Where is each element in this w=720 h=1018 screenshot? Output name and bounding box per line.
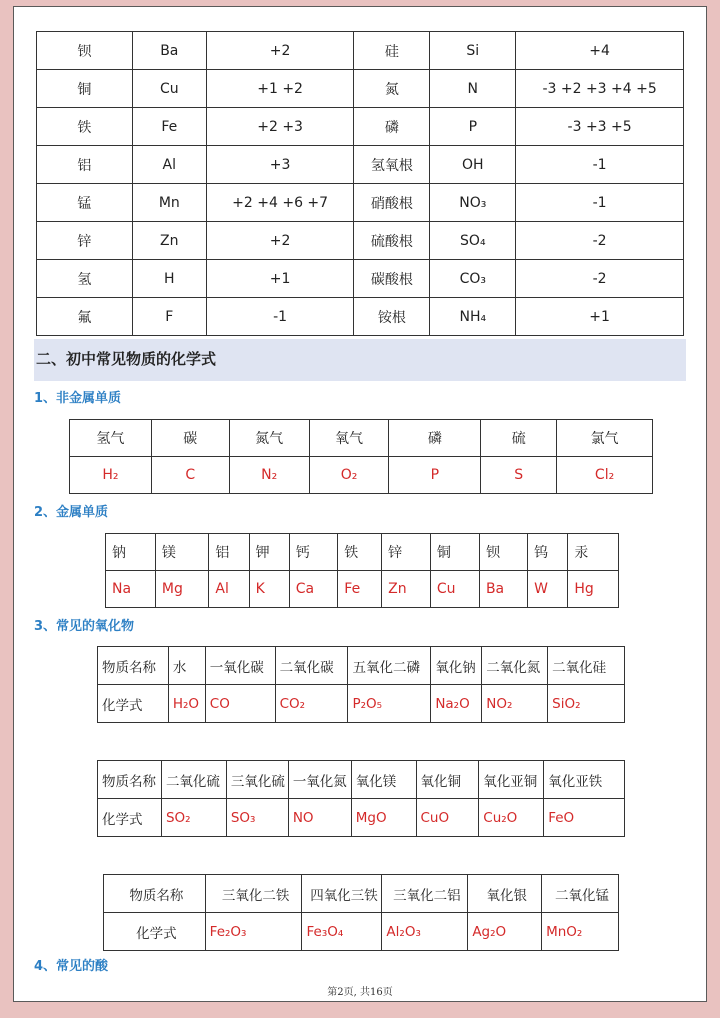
- name-row: [98, 647, 625, 685]
- chemical-formula: S: [481, 457, 557, 494]
- name-row: [70, 420, 653, 457]
- chemical-formula: P: [389, 457, 481, 494]
- chemical-formula: CO₂: [275, 685, 348, 723]
- chemical-formula: CO: [205, 685, 275, 723]
- table-cell: -2: [516, 260, 684, 298]
- table-cell: -1: [516, 184, 684, 222]
- section-title: 二、初中常见物质的化学式: [34, 339, 686, 381]
- substance-name: 氯气: [557, 420, 653, 457]
- table-cell: 氢: [37, 260, 133, 298]
- chemical-formula: NO₂: [482, 685, 548, 723]
- substance-name: 氧化镁: [351, 761, 416, 799]
- substance-name: 四氧化三铁: [302, 875, 382, 913]
- chemical-formula: SO₃: [226, 799, 288, 837]
- table-cell: Mn: [132, 184, 206, 222]
- subsection-nonmetal: 1、非金属单质: [34, 391, 122, 406]
- table-cell: +1 +2: [206, 70, 354, 108]
- row-label: 物质名称: [98, 647, 169, 685]
- table-cell: +2: [206, 32, 354, 70]
- table-cell: 氢氧根: [354, 146, 430, 184]
- substance-name: 氧化亚铁: [544, 761, 625, 799]
- table-cell: 铵根: [354, 298, 430, 336]
- substance-name: 二氧化碳: [275, 647, 348, 685]
- substance-name: 磷: [389, 420, 481, 457]
- chemical-formula: Na: [106, 571, 156, 608]
- table-cell: 氟: [37, 298, 133, 336]
- substance-name: 钾: [249, 534, 289, 571]
- chemical-formula: MnO₂: [542, 913, 619, 951]
- table-cell: 铜: [37, 70, 133, 108]
- row-label: 物质名称: [98, 761, 162, 799]
- formula-row: [98, 799, 625, 837]
- chemical-formula: SO₂: [161, 799, 226, 837]
- chemical-formula: O₂: [309, 457, 389, 494]
- table-cell: 硝酸根: [354, 184, 430, 222]
- substance-name: 氧化亚铜: [479, 761, 544, 799]
- chemical-formula: Fe: [338, 571, 382, 608]
- table-row: [37, 222, 684, 260]
- page-footer: 第2页, 共16页: [327, 987, 393, 998]
- table-cell: 碳酸根: [354, 260, 430, 298]
- table-cell: OH: [430, 146, 516, 184]
- substance-name: 三氧化二铝: [382, 875, 468, 913]
- substance-name: 铁: [338, 534, 382, 571]
- table-cell: -3 +3 +5: [516, 108, 684, 146]
- table-cell: +1: [516, 298, 684, 336]
- table-cell: -3 +2 +3 +4 +5: [516, 70, 684, 108]
- table-cell: +3: [206, 146, 354, 184]
- substance-name: 镁: [155, 534, 209, 571]
- substance-name: 三氧化硫: [226, 761, 288, 799]
- row-label: 化学式: [98, 685, 169, 723]
- substance-name: 钠: [106, 534, 156, 571]
- row-label: 化学式: [98, 799, 162, 837]
- oxide-table-3: [103, 874, 619, 951]
- table-row: [37, 108, 684, 146]
- chemical-formula: Ag₂O: [468, 913, 542, 951]
- substance-name: 一氧化氮: [288, 761, 351, 799]
- chemical-formula: Al₂O₃: [382, 913, 468, 951]
- subsection-metal: 2、金属单质: [34, 505, 109, 520]
- substance-name: 二氧化锰: [542, 875, 619, 913]
- table-row: [37, 298, 684, 336]
- table-cell: Ba: [132, 32, 206, 70]
- chemical-formula: K: [249, 571, 289, 608]
- formula-row: [70, 457, 653, 494]
- chemical-formula: Fe₃O₄: [302, 913, 382, 951]
- table-cell: P: [430, 108, 516, 146]
- formula-row: [98, 685, 625, 723]
- valence-table: [36, 31, 684, 336]
- table-cell: 铁: [37, 108, 133, 146]
- subsection-oxide: 3、常见的氧化物: [34, 619, 135, 634]
- table-cell: 锰: [37, 184, 133, 222]
- name-row: [106, 534, 619, 571]
- chemical-formula: H₂: [70, 457, 152, 494]
- table-cell: +2: [206, 222, 354, 260]
- table-cell: 硫酸根: [354, 222, 430, 260]
- table-cell: +2 +3: [206, 108, 354, 146]
- table-cell: NO₃: [430, 184, 516, 222]
- chemical-formula: Mg: [155, 571, 209, 608]
- formula-row: [104, 913, 619, 951]
- chemical-formula: Cu₂O: [479, 799, 544, 837]
- substance-name: 氧气: [309, 420, 389, 457]
- table-cell: Al: [132, 146, 206, 184]
- substance-name: 五氧化二磷: [348, 647, 431, 685]
- table-row: [37, 70, 684, 108]
- chemical-formula: Ca: [289, 571, 338, 608]
- table-cell: NH₄: [430, 298, 516, 336]
- table-cell: -1: [206, 298, 354, 336]
- substance-name: 三氧化二铁: [205, 875, 302, 913]
- chemical-formula: P₂O₅: [348, 685, 431, 723]
- chemical-formula: MgO: [351, 799, 416, 837]
- chemical-formula: Hg: [568, 571, 619, 608]
- substance-name: 氧化银: [468, 875, 542, 913]
- metal-table: [105, 533, 619, 608]
- substance-name: 二氧化硅: [548, 647, 625, 685]
- table-row: [37, 184, 684, 222]
- chemical-formula: Na₂O: [431, 685, 482, 723]
- substance-name: 钙: [289, 534, 338, 571]
- name-row: [98, 761, 625, 799]
- substance-name: 碳: [151, 420, 229, 457]
- chemical-formula: N₂: [229, 457, 309, 494]
- table-cell: F: [132, 298, 206, 336]
- table-cell: H: [132, 260, 206, 298]
- oxide-table-2: [97, 760, 625, 837]
- chemical-formula: Cl₂: [557, 457, 653, 494]
- substance-name: 二氧化氮: [482, 647, 548, 685]
- table-cell: +2 +4 +6 +7: [206, 184, 354, 222]
- chemical-formula: C: [151, 457, 229, 494]
- table-cell: SO₄: [430, 222, 516, 260]
- chemical-formula: Cu: [430, 571, 479, 608]
- table-cell: N: [430, 70, 516, 108]
- substance-name: 水: [168, 647, 205, 685]
- table-cell: +4: [516, 32, 684, 70]
- table-cell: 硅: [354, 32, 430, 70]
- table-row: [37, 260, 684, 298]
- chemical-formula: CuO: [416, 799, 479, 837]
- table-cell: 钡: [37, 32, 133, 70]
- table-cell: -2: [516, 222, 684, 260]
- substance-name: 钨: [528, 534, 568, 571]
- substance-name: 铜: [430, 534, 479, 571]
- chemical-formula: Fe₂O₃: [205, 913, 302, 951]
- substance-name: 钡: [479, 534, 527, 571]
- table-cell: +1: [206, 260, 354, 298]
- subsection-acid: 4、常见的酸: [34, 959, 109, 974]
- substance-name: 一氧化碳: [205, 647, 275, 685]
- chemical-formula: Al: [209, 571, 249, 608]
- chemical-formula: SiO₂: [548, 685, 625, 723]
- substance-name: 氧化钠: [431, 647, 482, 685]
- table-cell: Si: [430, 32, 516, 70]
- substance-name: 氧化铜: [416, 761, 479, 799]
- chemical-formula: FeO: [544, 799, 625, 837]
- table-cell: 氮: [354, 70, 430, 108]
- substance-name: 铝: [209, 534, 249, 571]
- nonmetal-table: [69, 419, 653, 494]
- table-cell: Cu: [132, 70, 206, 108]
- table-cell: 铝: [37, 146, 133, 184]
- substance-name: 汞: [568, 534, 619, 571]
- substance-name: 硫: [481, 420, 557, 457]
- formula-row: [106, 571, 619, 608]
- table-cell: 磷: [354, 108, 430, 146]
- chemical-formula: Ba: [479, 571, 527, 608]
- table-cell: CO₃: [430, 260, 516, 298]
- table-row: [37, 32, 684, 70]
- substance-name: 氢气: [70, 420, 152, 457]
- table-cell: Fe: [132, 108, 206, 146]
- chemical-formula: W: [528, 571, 568, 608]
- row-label: 化学式: [104, 913, 206, 951]
- table-cell: -1: [516, 146, 684, 184]
- chemical-formula: H₂O: [168, 685, 205, 723]
- substance-name: 二氧化硫: [161, 761, 226, 799]
- substance-name: 氮气: [229, 420, 309, 457]
- chemical-formula: Zn: [382, 571, 431, 608]
- table-row: [37, 146, 684, 184]
- row-label: 物质名称: [104, 875, 206, 913]
- chemical-formula: NO: [288, 799, 351, 837]
- substance-name: 锌: [382, 534, 431, 571]
- table-cell: Zn: [132, 222, 206, 260]
- table-cell: 锌: [37, 222, 133, 260]
- document-page: [13, 6, 707, 1002]
- name-row: [104, 875, 619, 913]
- oxide-table-1: [97, 646, 625, 723]
